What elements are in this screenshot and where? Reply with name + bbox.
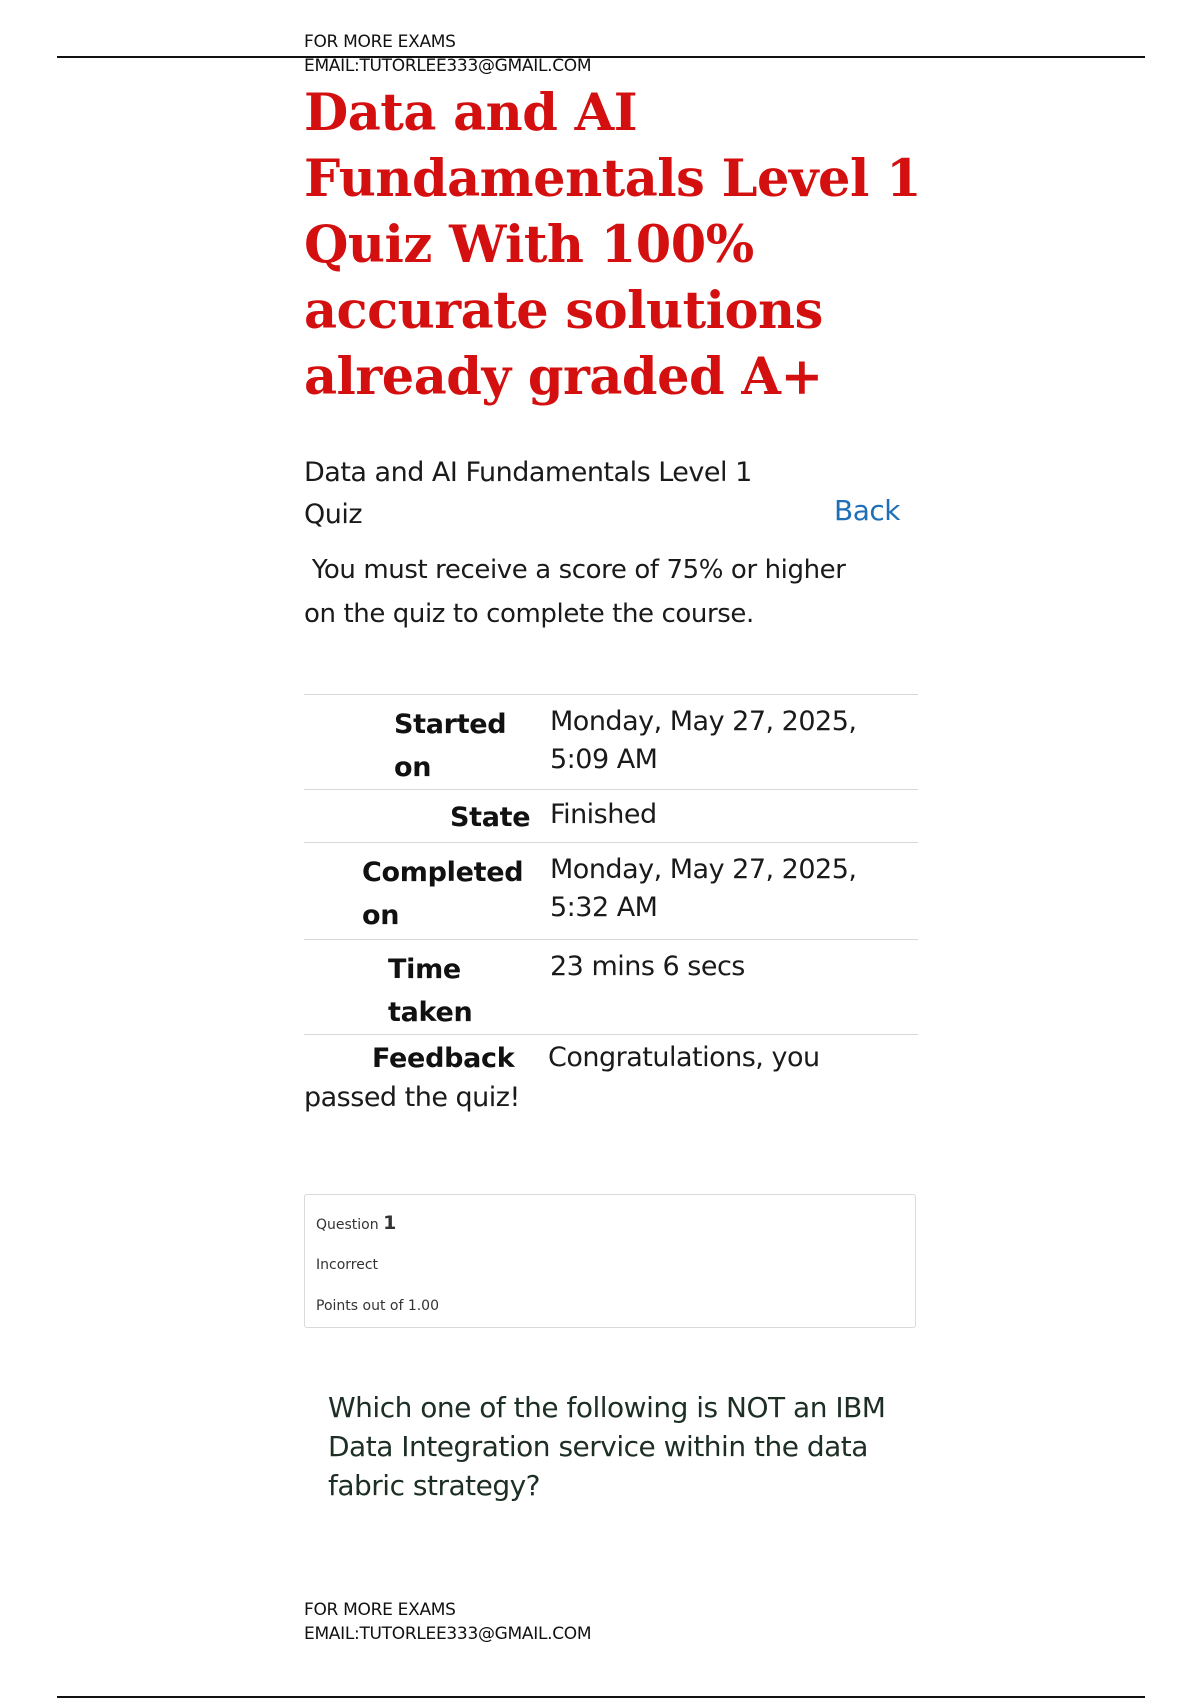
summary-row-feedback bbox=[304, 1034, 918, 1115]
question-number: 1 bbox=[383, 1212, 397, 1234]
question-label: Question bbox=[316, 1217, 384, 1233]
started-value-2: 5:09 AM bbox=[550, 744, 658, 775]
completed-label bbox=[362, 851, 523, 937]
time-label-2: taken bbox=[388, 997, 473, 1028]
feedback-value-2: passed the quiz! bbox=[304, 1082, 520, 1113]
question-number-line bbox=[316, 1212, 396, 1234]
header-line-2: EMAIL:TUTORLEE333@GMAIL.COM bbox=[304, 56, 592, 76]
completed-label-2: on bbox=[362, 900, 400, 931]
quiz-title-line-1: Data and AI Fundamentals Level 1 bbox=[304, 457, 752, 488]
footer-line-1: FOR MORE EXAMS bbox=[304, 1600, 456, 1620]
completed-value bbox=[550, 851, 856, 927]
attempt-summary-table bbox=[304, 694, 918, 1115]
time-taken-value: 23 mins 6 secs bbox=[550, 951, 745, 982]
document-title-line: already graded A+ bbox=[304, 347, 823, 407]
document-title-line: accurate solutions bbox=[304, 281, 823, 341]
summary-row-started bbox=[304, 694, 918, 789]
pass-requirement-note bbox=[304, 548, 904, 636]
question-points: Points out of 1.00 bbox=[316, 1298, 439, 1314]
document-title-line: Data and AI bbox=[304, 83, 638, 143]
back-link[interactable]: Back bbox=[834, 494, 900, 527]
summary-row-completed bbox=[304, 842, 918, 939]
started-value bbox=[550, 703, 856, 779]
footer-line-2: EMAIL:TUTORLEE333@GMAIL.COM bbox=[304, 1624, 592, 1644]
completed-value-1: Monday, May 27, 2025, bbox=[550, 854, 857, 885]
bottom-rule bbox=[57, 1696, 1145, 1698]
document-title-line: Quiz With 100% bbox=[304, 215, 754, 275]
completed-value-2: 5:32 AM bbox=[550, 892, 658, 923]
started-label-1: Started bbox=[394, 709, 507, 740]
question-status: Incorrect bbox=[316, 1257, 379, 1273]
started-label-2: on bbox=[394, 752, 432, 783]
state-label: State bbox=[450, 802, 531, 833]
completed-label-1: Completed bbox=[362, 857, 524, 888]
note-line-2: on the quiz to complete the course. bbox=[304, 599, 754, 629]
question-text bbox=[328, 1388, 908, 1505]
question-line: Which one of the following is NOT an IBM bbox=[328, 1391, 886, 1424]
state-value: Finished bbox=[550, 799, 657, 830]
summary-row-state bbox=[304, 789, 918, 842]
feedback-value-1: Congratulations, you bbox=[548, 1042, 820, 1073]
document-title bbox=[304, 80, 924, 410]
note-line-1: You must receive a score of 75% or higher bbox=[304, 555, 846, 585]
feedback-label: Feedback bbox=[372, 1043, 515, 1074]
started-label bbox=[394, 703, 506, 789]
question-line: fabric strategy? bbox=[328, 1469, 541, 1502]
question-line: Data Integration service within the data bbox=[328, 1430, 868, 1463]
header-line-1: FOR MORE EXAMS bbox=[304, 32, 456, 52]
question-info-card bbox=[304, 1194, 916, 1328]
quiz-title bbox=[304, 452, 752, 536]
time-label-1: Time bbox=[388, 954, 461, 985]
time-taken-label bbox=[388, 948, 472, 1034]
quiz-title-line-2: Quiz bbox=[304, 499, 363, 530]
summary-row-time-taken bbox=[304, 939, 918, 1034]
started-value-1: Monday, May 27, 2025, bbox=[550, 706, 857, 737]
document-title-line: Fundamentals Level 1 bbox=[304, 149, 922, 209]
top-rule bbox=[57, 56, 1145, 58]
